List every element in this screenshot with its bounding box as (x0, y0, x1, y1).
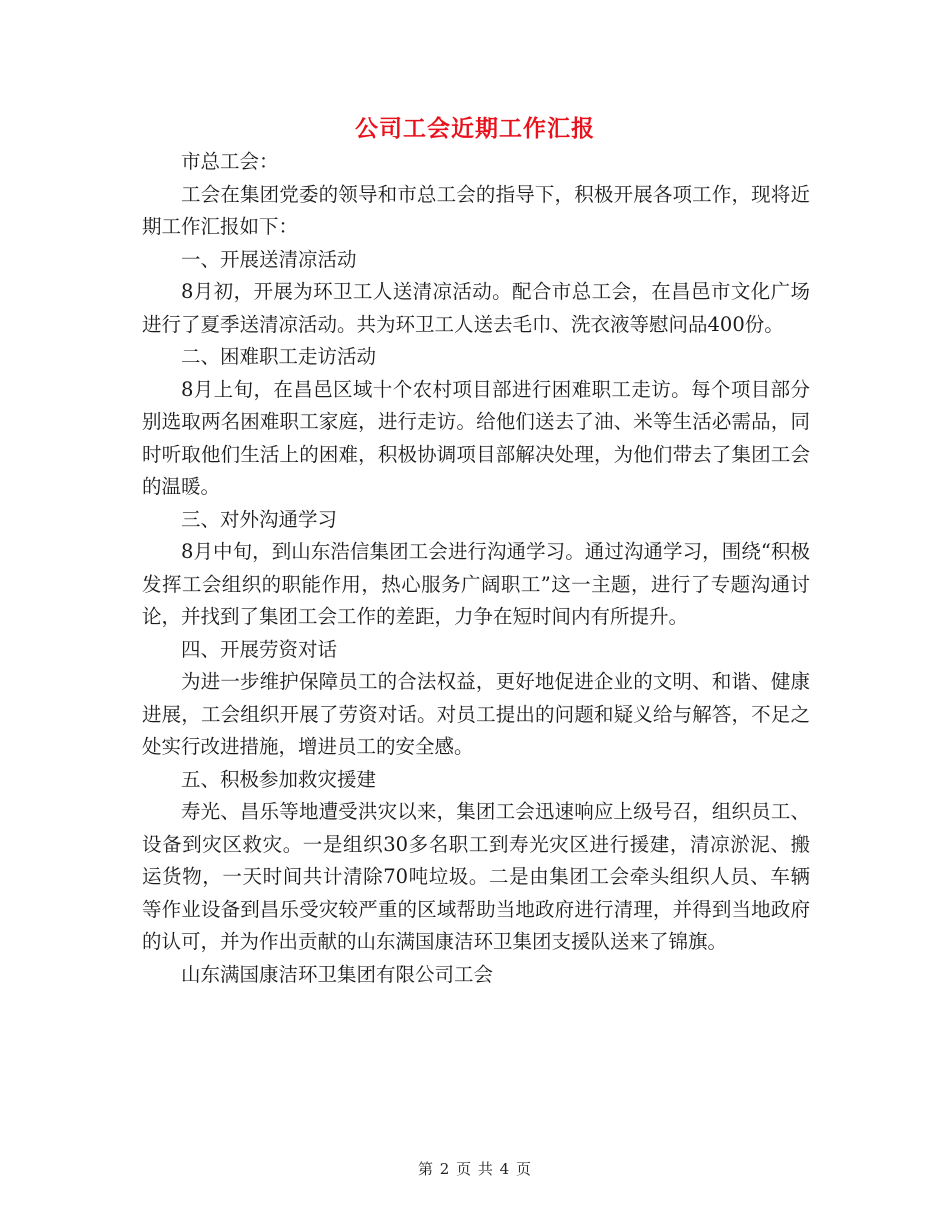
section-paragraph: 为进一步维护保障员工的合法权益，更好地促进企业的文明、和谐、健康进展，工会组织开展了劳资对话。对员工提出的问题和疑义给与解答，不足之处实行改进措施，增进员工的安全感。 (142, 670, 810, 758)
section-heading: 三、对外沟通学习 (181, 507, 338, 531)
section-heading: 二、困难职工走访活动 (181, 345, 377, 368)
section-heading: 四、开展劳资对话 (181, 637, 338, 661)
section-heading: 一、开展送清凉活动 (181, 247, 357, 271)
document-body (142, 146, 810, 991)
signature: 山东满国康洁环卫集团有限公司工会 (181, 962, 494, 986)
section-paragraph: 8月上旬，在昌邑区域十个农村项目部进行困难职工走访。每个项目部分别选取两名困难职工家庭，进行走访。给他们送去了油、米等生活必需品，同时听取他们生活上的困难，积极协调项目部解决处理，为他们带去了集团工会的温暖。 (142, 377, 810, 498)
section-paragraph: 8月初，开展为环卫工人送清凉活动。配合市总工会，在昌邑市文化广场进行了夏季送清凉活动。共为环卫工人送去毛巾、洗衣液等慰问品400份。 (142, 280, 810, 336)
intro-paragraph: 工会在集团党委的领导和市总工会的指导下，积极开展各项工作，现将近期工作汇报如下： (142, 182, 810, 238)
section-paragraph: 8月中旬，到山东浩信集团工会进行沟通学习。通过沟通学习，围绕“积极发挥工会组织的职能作用，热心服务广阔职工”这一主题，进行了专题沟通讨论，并找到了集团工会工作的差距，力争在短时间内有所提升。 (142, 540, 810, 628)
section-paragraph: 寿光、昌乐等地遭受洪灾以来，集团工会迅速响应上级号召，组织员工、设备到灾区救灾。一是组织30多名职工到寿光灾区进行援建，清凉淤泥、搬运货物，一天时间共计清除70吨垃圾。二是由集团工会牵头组织人员、车辆等作业设备到昌乐受灾较严重的区域帮助当地政府进行清理，并得到当地政府的认可，并为作出贡献的山东满国康洁环卫集团支援队送来了锦旗。 (142, 800, 810, 953)
section-heading: 五、积极参加救灾援建 (181, 767, 377, 791)
page-number: 第 2 页 共 4 页 (418, 1160, 532, 1178)
document-title: 公司工会近期工作汇报 (355, 116, 595, 142)
salutation: 市总工会： (181, 150, 279, 173)
